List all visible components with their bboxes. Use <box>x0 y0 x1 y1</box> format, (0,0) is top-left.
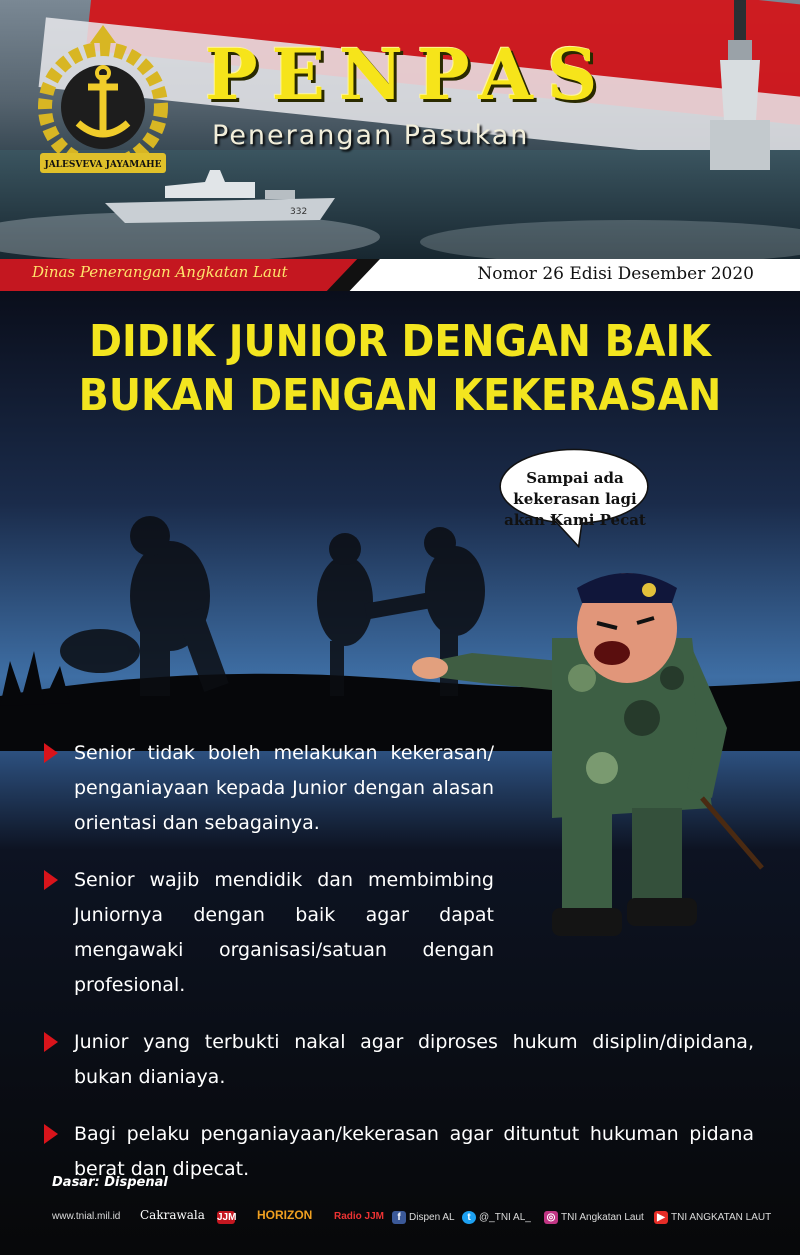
speech-line-1: Sampai ada <box>526 469 624 487</box>
wave <box>420 220 800 262</box>
horizon-logo: HORIZON <box>257 1208 313 1222</box>
publication-subtitle: Penerangan Pasukan <box>212 120 530 151</box>
point-item <box>44 1025 754 1095</box>
jjm-icon: JJM <box>217 1212 237 1223</box>
youtube-icon: ▶ <box>654 1211 668 1224</box>
bullet-arrow-icon <box>44 743 58 763</box>
edition-number: Nomor 26 Edisi Desember 2020 <box>477 264 754 284</box>
facebook-link[interactable] <box>392 1211 455 1224</box>
bullet-arrow-icon <box>44 1124 58 1144</box>
points-list <box>44 736 754 1187</box>
publication-title: PENPAS <box>205 33 612 116</box>
speech-line-3: akan Kami Pecat <box>504 511 646 529</box>
speech-line-2: kekerasan lagi <box>513 490 637 508</box>
youtube-handle: TNI ANGKATAN LAUT <box>671 1212 772 1224</box>
instagram-handle: TNI Angkatan Laut <box>561 1212 644 1224</box>
speech-bubble-text <box>478 468 672 531</box>
headline <box>40 315 760 423</box>
main-content <box>0 291 800 1255</box>
instagram-link[interactable] <box>544 1211 644 1224</box>
point-text: Senior wajib mendidik dan membimbing Juniornya dengan baik agar dapat mengawaki organisasi/satuan dengan profesional. <box>74 869 494 996</box>
navy-emblem-logo <box>18 25 188 185</box>
footer-links <box>52 1207 772 1231</box>
twitter-link[interactable] <box>462 1211 531 1224</box>
point-text: Senior tidak boleh melakukan kekerasan/ penganiayaan kepada Junior dengan alasan orientasi dan sebagainya. <box>74 742 494 834</box>
twitter-handle: @_TNI AL_ <box>479 1212 531 1224</box>
radio-jjm-logo: Radio JJM <box>334 1211 385 1222</box>
youtube-link[interactable] <box>654 1211 771 1224</box>
source-note: Dasar: Dispenal <box>52 1175 168 1190</box>
point-text: Bagi pelaku penganiayaan/kekerasan agar dituntut hukuman pidana berat dan dipecat. <box>74 1123 754 1180</box>
instagram-icon: ◎ <box>544 1211 558 1224</box>
bullet-arrow-icon <box>44 870 58 890</box>
website-link[interactable]: www.tnial.mil.id <box>52 1211 121 1222</box>
logo-motto: JALESVEVA JAYAMAHE <box>44 160 162 170</box>
jjm-badge <box>217 1211 238 1224</box>
header <box>0 0 800 262</box>
facebook-handle: Dispen AL <box>409 1212 455 1224</box>
cakrawala-logo: Cakrawala <box>140 1208 205 1222</box>
bullet-arrow-icon <box>44 1032 58 1052</box>
headline-line-1: DIDIK JUNIOR DENGAN BAIK <box>89 316 711 367</box>
twitter-icon: t <box>462 1211 476 1224</box>
point-item <box>44 736 494 841</box>
headline-line-2: BUKAN DENGAN KEKERASAN <box>78 370 722 421</box>
facebook-icon: f <box>392 1211 406 1224</box>
department-label: Dinas Penerangan Angkatan Laut <box>32 263 288 281</box>
svg-text:332: 332 <box>290 207 308 217</box>
edition-banner <box>0 259 800 291</box>
monument-icon <box>700 0 780 170</box>
point-text: Junior yang terbukti nakal agar diproses hukum disiplin/dipidana, bukan dianiaya. <box>74 1031 754 1088</box>
point-item <box>44 863 494 1003</box>
